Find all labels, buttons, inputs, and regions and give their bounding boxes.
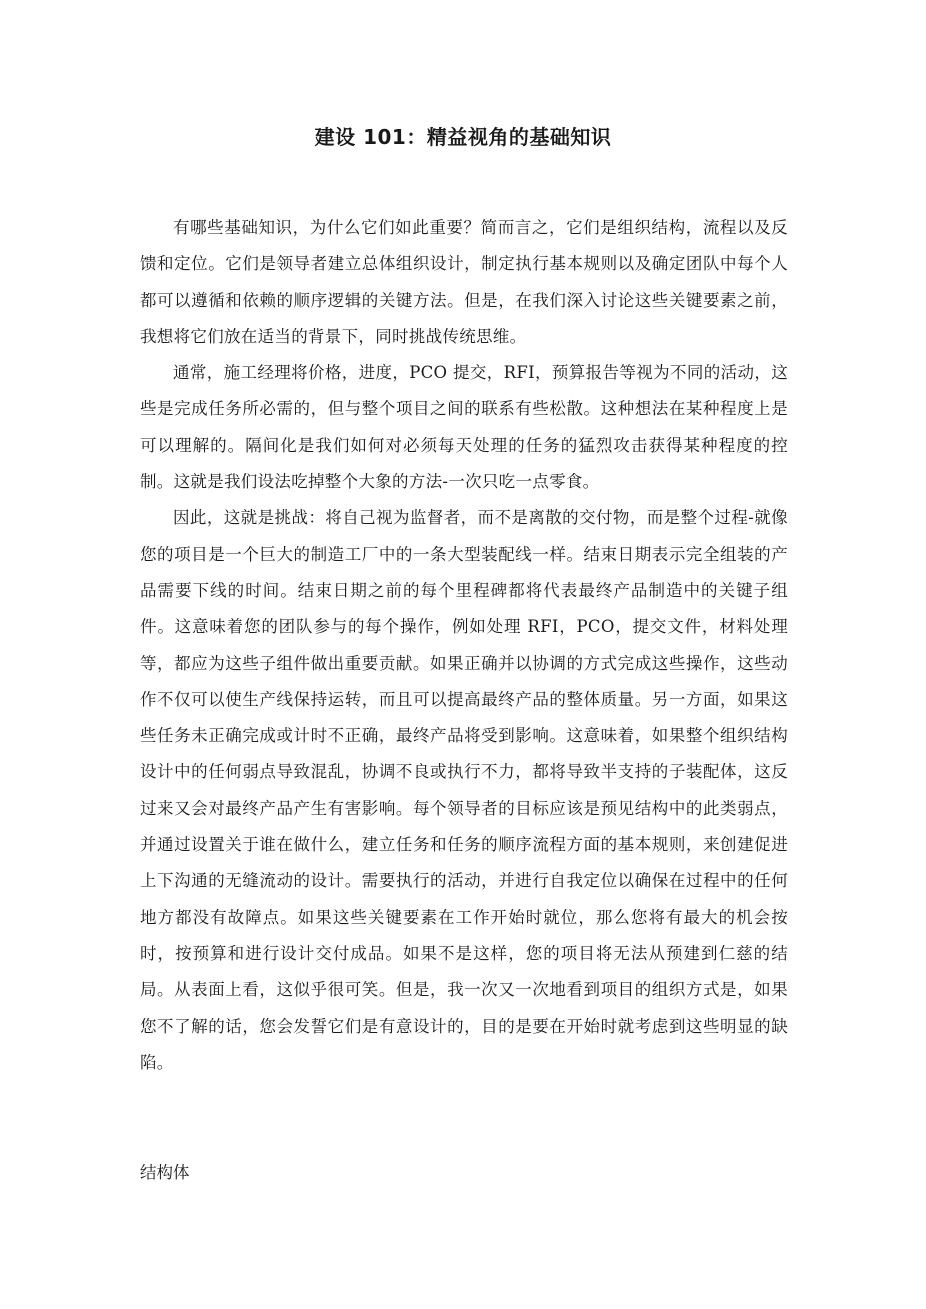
- section-heading: 结构体: [140, 1163, 190, 1182]
- document-title: 建设 101：精益视角的基础知识: [314, 125, 612, 149]
- paragraph-3: 因此，这就是挑战：将自己视为监督者，而不是离散的交付物，而是整个过程-就像您的项目是一个巨大的制造工厂中的一条大型装配线一样。结束日期表示完全组装的产品需要下线的时间。结束日期之前的每个里程碑都将代表最终产品制造中的关键子组件。这意味着您的团队参与的每个操作，例如处理 RFI，PCO，提交文件，材料处理等，都应为这些子组件做出重要贡献。如果正确并以协调的方式完成这些操作，这些动作不仅可以使生产线保持运转，而且可以提高最终产品的整体质量。另一方面，如果这些任务未正确完成或计时不正确，最终产品将受到影响。这意味着，如果整个组织结构设计中的任何弱点导致混乱，协调不良或执行不力，都将导致半支持的子装配体，这反过来又会对最终产品产生有害影响。每个领导者的目标应该是预见结构中的此类弱点，并通过设置关于谁在做什么，建立任务和任务的顺序流程方面的基本规则，来创建促进上下沟通的无缝流动的设计。需要执行的活动，并进行自我定位以确保在过程中的任何地方都没有故障点。如果这些关键要素在工作开始时就位，那么您将有最大的机会按时，按预算和进行设计交付成品。如果不是这样，您的项目将无法从预建到仁慈的结局。从表面上看，这似乎很可笑。但是，我一次又一次地看到项目的组织方式是，如果您不了解的话，您会发誓它们是有意设计的，目的是要在开始时就考虑到这些明显的缺陷。: [140, 508, 788, 1072]
- paragraph-2: 通常，施工经理将价格，进度，PCO 提交，RFI，预算报告等视为不同的活动，这些是完成任务所必需的，但与整个项目之间的联系有些松散。这种想法在某种程度上是可以理解的。隔间化是我们如何对必须每天处理的任务的猛烈攻击获得某种程度的控制。这就是我们设法吃掉整个大象的方法-一次只吃一点零食。: [140, 363, 788, 492]
- document-body: [140, 210, 788, 1081]
- paragraph-1: 有哪些基础知识，为什么它们如此重要？简而言之，它们是组织结构，流程以及反馈和定位。它们是领导者建立总体组织设计，制定执行基本规则以及确定团队中每个人都可以遵循和依赖的顺序逻辑的关键方法。但是，在我们深入讨论这些关键要素之前，我想将它们放在适当的背景下，同时挑战传统思维。: [140, 218, 788, 346]
